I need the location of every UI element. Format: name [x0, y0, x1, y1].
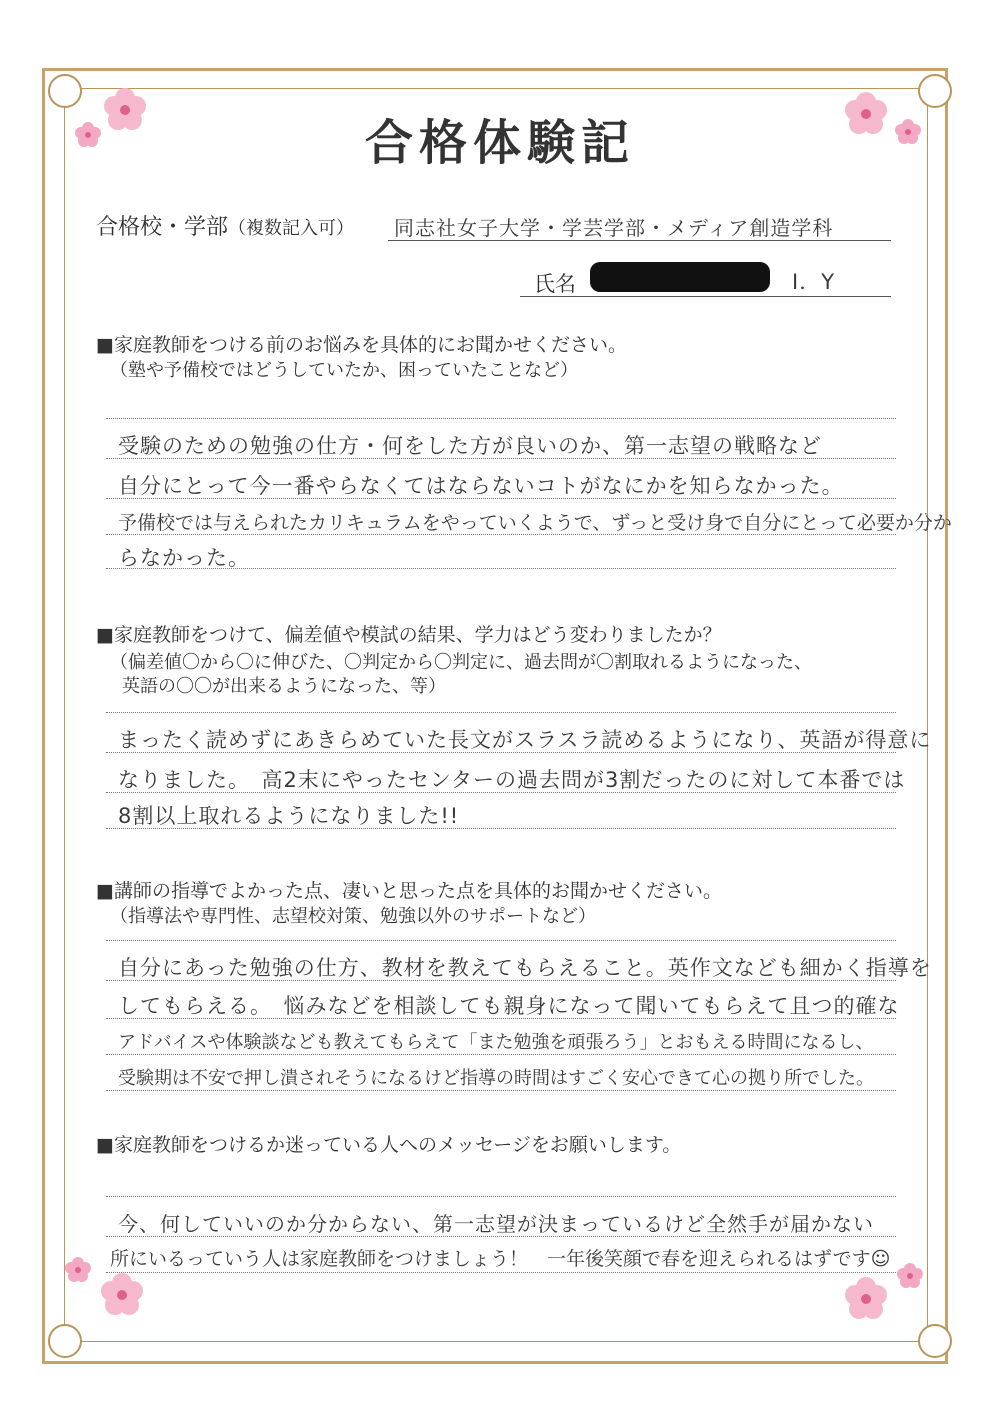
answer-1-line-3: 予備校では与えられたカリキュラムをやっていくようで、ずっと受け身で自分にとって必要か分か: [118, 512, 952, 534]
answer-3-line-3: アドバイスや体験談なども教えてもらえて「また勉強を頑張ろう」とおもえる時間になるし、: [118, 1032, 874, 1053]
answer-1-line-2: 自分にとって今一番やらなくてはならないコトがなにかを知らなかった。: [118, 474, 844, 498]
answer-3-line-4: 受験期は不安で押し潰されそうになるけど指導の時間はすごく安心できて心の拠り所でした。: [118, 1068, 874, 1089]
answer-line: [106, 940, 896, 941]
answer-line: [106, 828, 896, 829]
question-3-subtext: （指導法や専門性、志望校対策、勉強以外のサポートなど）: [110, 906, 596, 927]
answer-line: [106, 1196, 896, 1197]
answer-line: [106, 1054, 896, 1055]
answer-line: [106, 534, 896, 535]
redaction-bar: [590, 262, 770, 292]
question-2-heading: ■家庭教師をつけて、偏差値や模試の結果、学力はどう変わりましたか？: [96, 624, 722, 646]
school-value: 同志社女子大学・学芸学部・メディア創造学科: [394, 216, 834, 240]
answer-line: [106, 418, 896, 419]
answer-line: [106, 712, 896, 713]
answer-line: [106, 458, 896, 459]
question-3-heading: ■講師の指導でよかった点、凄いと思った点を具体的お聞かせください。: [96, 880, 722, 902]
name-underline: [520, 296, 891, 297]
answer-2-line-1: まったく読めずにあきらめていた長文がスラスラ読めるようになり、英語が得意に: [118, 728, 932, 752]
name-initials: I．Y: [792, 270, 836, 294]
school-label-note: （複数記入可）: [228, 218, 355, 239]
answer-line: [106, 498, 896, 499]
answer-1-line-4: らなかった。: [118, 546, 250, 570]
answer-3-line-2: してもらえる。 悩みなどを相談しても親身になって聞いてもらえて且つ的確な: [118, 994, 900, 1018]
answer-4-line-2: 所にいるっていう人は家庭教師をつけましょう！ 一年後笑顔で春を迎えられるはずです☺: [110, 1248, 891, 1270]
answer-2-line-2: なりました。 高2末にやったセンターの過去問が3割だったのに対して本番では: [118, 768, 906, 792]
school-underline: [388, 240, 891, 241]
answer-line: [106, 1090, 896, 1091]
answer-line: [106, 1236, 896, 1237]
question-2-subtext-2: 英語の〇〇が出来るようになった、等）: [122, 676, 446, 697]
answer-2-line-3: 8割以上取れるようになりました!!: [118, 804, 460, 828]
question-2-subtext-1: （偏差値〇から〇に伸びた、〇判定から〇判定に、過去問が〇割取れるようになった、: [110, 652, 812, 673]
school-label-text: 合格校・学部: [96, 215, 229, 240]
answer-line: [106, 568, 896, 569]
answer-line: [106, 980, 896, 981]
school-label: [96, 210, 354, 241]
page-title: 合格体験記: [364, 115, 635, 171]
question-1-heading: ■家庭教師をつける前のお悩みを具体的にお聞かせください。: [96, 334, 627, 356]
answer-line: [106, 1272, 896, 1273]
answer-1-line-1: 受験のための勉強の仕方・何をした方が良いのか、第一志望の戦略など: [118, 434, 822, 458]
name-label: 氏名: [534, 272, 576, 296]
answer-line: [106, 792, 896, 793]
answer-line: [106, 752, 896, 753]
answer-4-line-1: 今、何していいのか分からない、第一志望が決まっているけど全然手が届かない: [118, 1212, 874, 1236]
answer-3-line-1: 自分にあった勉強の仕方、教材を教えてもらえること。英作文なども細かく指導を: [118, 956, 932, 980]
question-1-subtext: （塾や予備校ではどうしていたか、困っていたことなど）: [110, 360, 578, 381]
question-4-heading: ■家庭教師をつけるか迷っている人へのメッセージをお願いします。: [96, 1134, 682, 1156]
answer-line: [106, 1018, 896, 1019]
